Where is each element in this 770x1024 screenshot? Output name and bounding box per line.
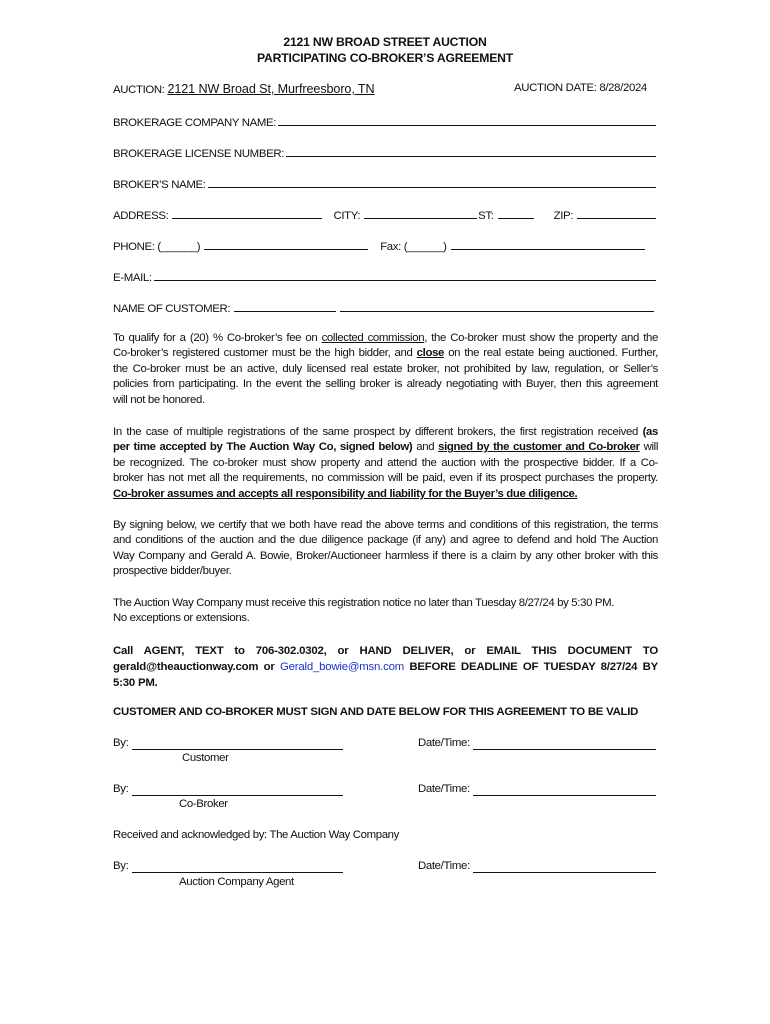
fee-qualification-paragraph: To qualify for a (20) % Co-broker’s fee on collected commission, the Co-broker must show the property and the Co-broker’s registered customer must be the high bidder, and close on the real estate being auctioned. Further, the Co-broker must be an active, duly licensed real estate broker, not prohibited by law, regulation, or Seller’s policies from participating. In the event the selling broker is already negotiating with Buyer, then this agreement will not be honored. bbox=[113, 332, 659, 406]
city-label: CITY: bbox=[333, 210, 361, 222]
fax-label: Fax: (______) bbox=[380, 241, 447, 253]
agent-datetime-label: Date/Time: bbox=[418, 860, 470, 872]
contact-instructions: Call AGENT, TEXT to 706-302.0302, or HAND DELIVER, or EMAIL THIS DOCUMENT TO gerald@theauctionway.com or Gerald_bowie@msn.com BEFORE DEADLINE OF TUESDAY 8/27/24 BY 5:30 PM. bbox=[113, 645, 658, 689]
brokerage-company-label: BROKERAGE COMPANY NAME: bbox=[113, 117, 277, 129]
fax-line[interactable] bbox=[451, 238, 645, 250]
cobroker-datetime-line[interactable] bbox=[473, 784, 656, 796]
certification-paragraph: By signing below, we certify that we both have read the above terms and conditions of this registration, the terms and conditions of the auction and the due diligence package (if any) and agree to defend and hold The Auction Way Company and Gerald A. Bowie, Broker/Auctioneer harmless if there is a claim by any other broker with this prospective bidder/buyer. bbox=[113, 519, 658, 578]
customer-name-field[interactable] bbox=[113, 300, 654, 315]
auction-date: AUCTION DATE: 8/28/2024 bbox=[514, 82, 647, 94]
customer-datetime-line[interactable] bbox=[473, 738, 656, 750]
zip-line[interactable] bbox=[577, 207, 656, 219]
customer-datetime-label: Date/Time: bbox=[418, 737, 470, 749]
received-acknowledgement: Received and acknowledged by: The Auction Way Company bbox=[113, 829, 400, 841]
auction-label: AUCTION: bbox=[113, 84, 168, 96]
email-label: E-MAIL: bbox=[113, 272, 152, 284]
customer-signature-line[interactable] bbox=[132, 738, 343, 750]
customer-name-line-2[interactable] bbox=[340, 300, 654, 312]
broker-name-label: BROKER’S NAME: bbox=[113, 179, 206, 191]
customer-by-label: By: bbox=[113, 737, 129, 749]
email-field[interactable] bbox=[113, 269, 656, 284]
broker-name-line[interactable] bbox=[208, 176, 656, 188]
address-label: ADDRESS: bbox=[113, 210, 169, 222]
auction-row bbox=[113, 82, 375, 96]
document-title: 2121 NW BROAD STREET AUCTION bbox=[283, 35, 487, 49]
state-line[interactable] bbox=[498, 207, 534, 219]
deadline-paragraph: The Auction Way Company must receive this registration notice no later than Tuesday 8/27/24 by 5:30 PM. No exceptions or extensions. bbox=[113, 597, 615, 625]
email-link[interactable]: Gerald_bowie@msn.com bbox=[279, 661, 405, 673]
brokerage-company-field[interactable] bbox=[113, 114, 656, 129]
agent-signature-line[interactable] bbox=[132, 861, 343, 873]
agent-datetime-line[interactable] bbox=[473, 861, 656, 873]
auction-address: 2121 NW Broad St, Murfreesboro, TN bbox=[167, 82, 375, 96]
customer-name-label: NAME OF CUSTOMER: bbox=[113, 303, 231, 315]
phone-row bbox=[113, 238, 645, 253]
cobroker-by-label: By: bbox=[113, 783, 129, 795]
agent-by-label: By: bbox=[113, 860, 129, 872]
cobroker-datetime-label: Date/Time: bbox=[418, 783, 470, 795]
signature-notice: CUSTOMER AND CO-BROKER MUST SIGN AND DATE BELOW FOR THIS AGREEMENT TO BE VALID bbox=[113, 706, 639, 718]
address-row bbox=[113, 207, 656, 222]
city-line[interactable] bbox=[364, 207, 477, 219]
state-label: ST: bbox=[478, 210, 494, 222]
phone-line[interactable] bbox=[204, 238, 368, 250]
brokerage-company-line[interactable] bbox=[278, 114, 656, 126]
brokerage-license-label: BROKERAGE LICENSE NUMBER: bbox=[113, 148, 285, 160]
agent-caption: Auction Company Agent bbox=[179, 876, 294, 888]
brokerage-license-field[interactable] bbox=[113, 145, 656, 160]
email-line[interactable] bbox=[154, 269, 656, 281]
zip-label: ZIP: bbox=[553, 210, 574, 222]
customer-caption: Customer bbox=[182, 752, 229, 764]
phone-label: PHONE: (______) bbox=[113, 241, 201, 253]
address-line[interactable] bbox=[172, 207, 322, 219]
document-subtitle: PARTICIPATING CO-BROKER’S AGREEMENT bbox=[257, 51, 513, 65]
brokerage-license-line[interactable] bbox=[286, 145, 656, 157]
broker-name-field[interactable] bbox=[113, 176, 656, 191]
cobroker-signature-line[interactable] bbox=[132, 784, 343, 796]
customer-name-line-1[interactable] bbox=[234, 300, 336, 312]
multiple-registration-paragraph: In the case of multiple registrations of the same prospect by different brokers, the first registration received (as per time accepted by The Auction Way Co, signed below) and signed by the customer and Co-broker will be recognized. The co-broker must show property and attend the auction with the prospective bidder. If a Co- broker has not met all the requirements, no commission will be paid, even if its prospect purchases the property. Co-broker assumes and accepts all responsibility and liability for the Buyer’s due diligence. bbox=[113, 426, 659, 500]
cobroker-caption: Co-Broker bbox=[179, 798, 228, 810]
